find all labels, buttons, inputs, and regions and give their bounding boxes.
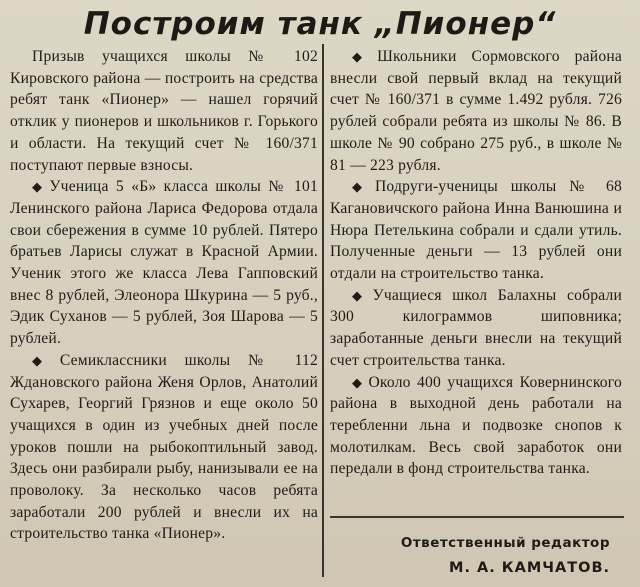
news-item-seventh-graders [10,350,318,545]
bullet-diamond-icon: ◆ [352,179,371,195]
bullet-diamond-icon: ◆ [32,352,56,368]
right-column [330,46,622,480]
intro-paragraph: Призыв учащихся школы № 102 Кировского района — построить на средства ребят танк «Пионер» — нашел горячий отклик у пионеров и школьников г. Горького и области. На текущий счет № 160/371 поступают первые взносы. [10,48,318,174]
article-headline: Построим танк „Пионер“ [83,6,557,42]
bullet-diamond-icon: ◆ [352,287,369,303]
news-item-fedorova-text: Ученица 5 «Б» класса школы № 101 Ленинского района Лариса Федорова отдала свои сбережения в сумме 10 рублей. Пятеро братьев Ларисы служат в Красной Армии. Ученик этого же класса Лева Гапповский внес 8 рублей, Элеонора Шкурина — 5 руб., Эдик Суханов — 5 рублей, Зоя Шарова — 5 рублей. [10,178,318,348]
bullet-diamond-icon: ◆ [352,49,374,64]
editor-name: М. А. КАМЧАТОВ. [449,560,610,576]
news-item-koverninsky-text: Около 400 учащихся Ковернинского района в выходной день работали на теребленни льна и подвозке снопов к молотилкам. Весь свой заработок они передали в фонд строительства танка. [330,373,622,478]
news-item-balakhna-text: Учащиеся школ Балахны собрали 300 килограммов шиповника; заработанные деньги внесли на текущий счет строительства танка. [330,286,622,369]
news-item-seventh-graders-text: Семиклассники школы № 112 Ждановского района Женя Орлов, Анатолий Сухарев, Георгий Грязнов и еще около 50 учащихся в один из учебных дней после уроков пошли на рыбокоптильный завод. Здесь они разбирали рыбу, нанизывали ее на проволоку. За несколько часов ребята заработали 200 рублей и внесли их на строительство танка «Пионер». [10,351,318,543]
news-item-friends-text: Подруги-ученицы школы № 68 Кагановичского района Инна Ванюшина и Нюра Петелькина собрали и сдали утиль. Полученные деньги — 13 рублей они отдали на строительство танка. [330,178,622,283]
news-item-friends [330,176,622,285]
bullet-diamond-icon: ◆ [32,179,46,195]
footer-divider [330,516,624,518]
column-divider [322,44,324,577]
news-item-sormovo-text: Школьники Сормовского района внесли свой первый вклад на текущий счет № 160/371 в сумме 1.492 рубля. 726 рублей собрали ребята из школы № 86. В школе № 90 собрано 275 руб., в школе № 81 — 223 рубля. [330,48,622,174]
news-item-fedorova [10,176,318,350]
news-item-balakhna [330,285,622,372]
editor-label: Ответственный редактор [400,535,610,551]
left-column [10,46,318,545]
bullet-diamond-icon: ◆ [352,374,365,390]
news-item-koverninsky [330,372,622,481]
news-item-sormovo [330,46,622,176]
